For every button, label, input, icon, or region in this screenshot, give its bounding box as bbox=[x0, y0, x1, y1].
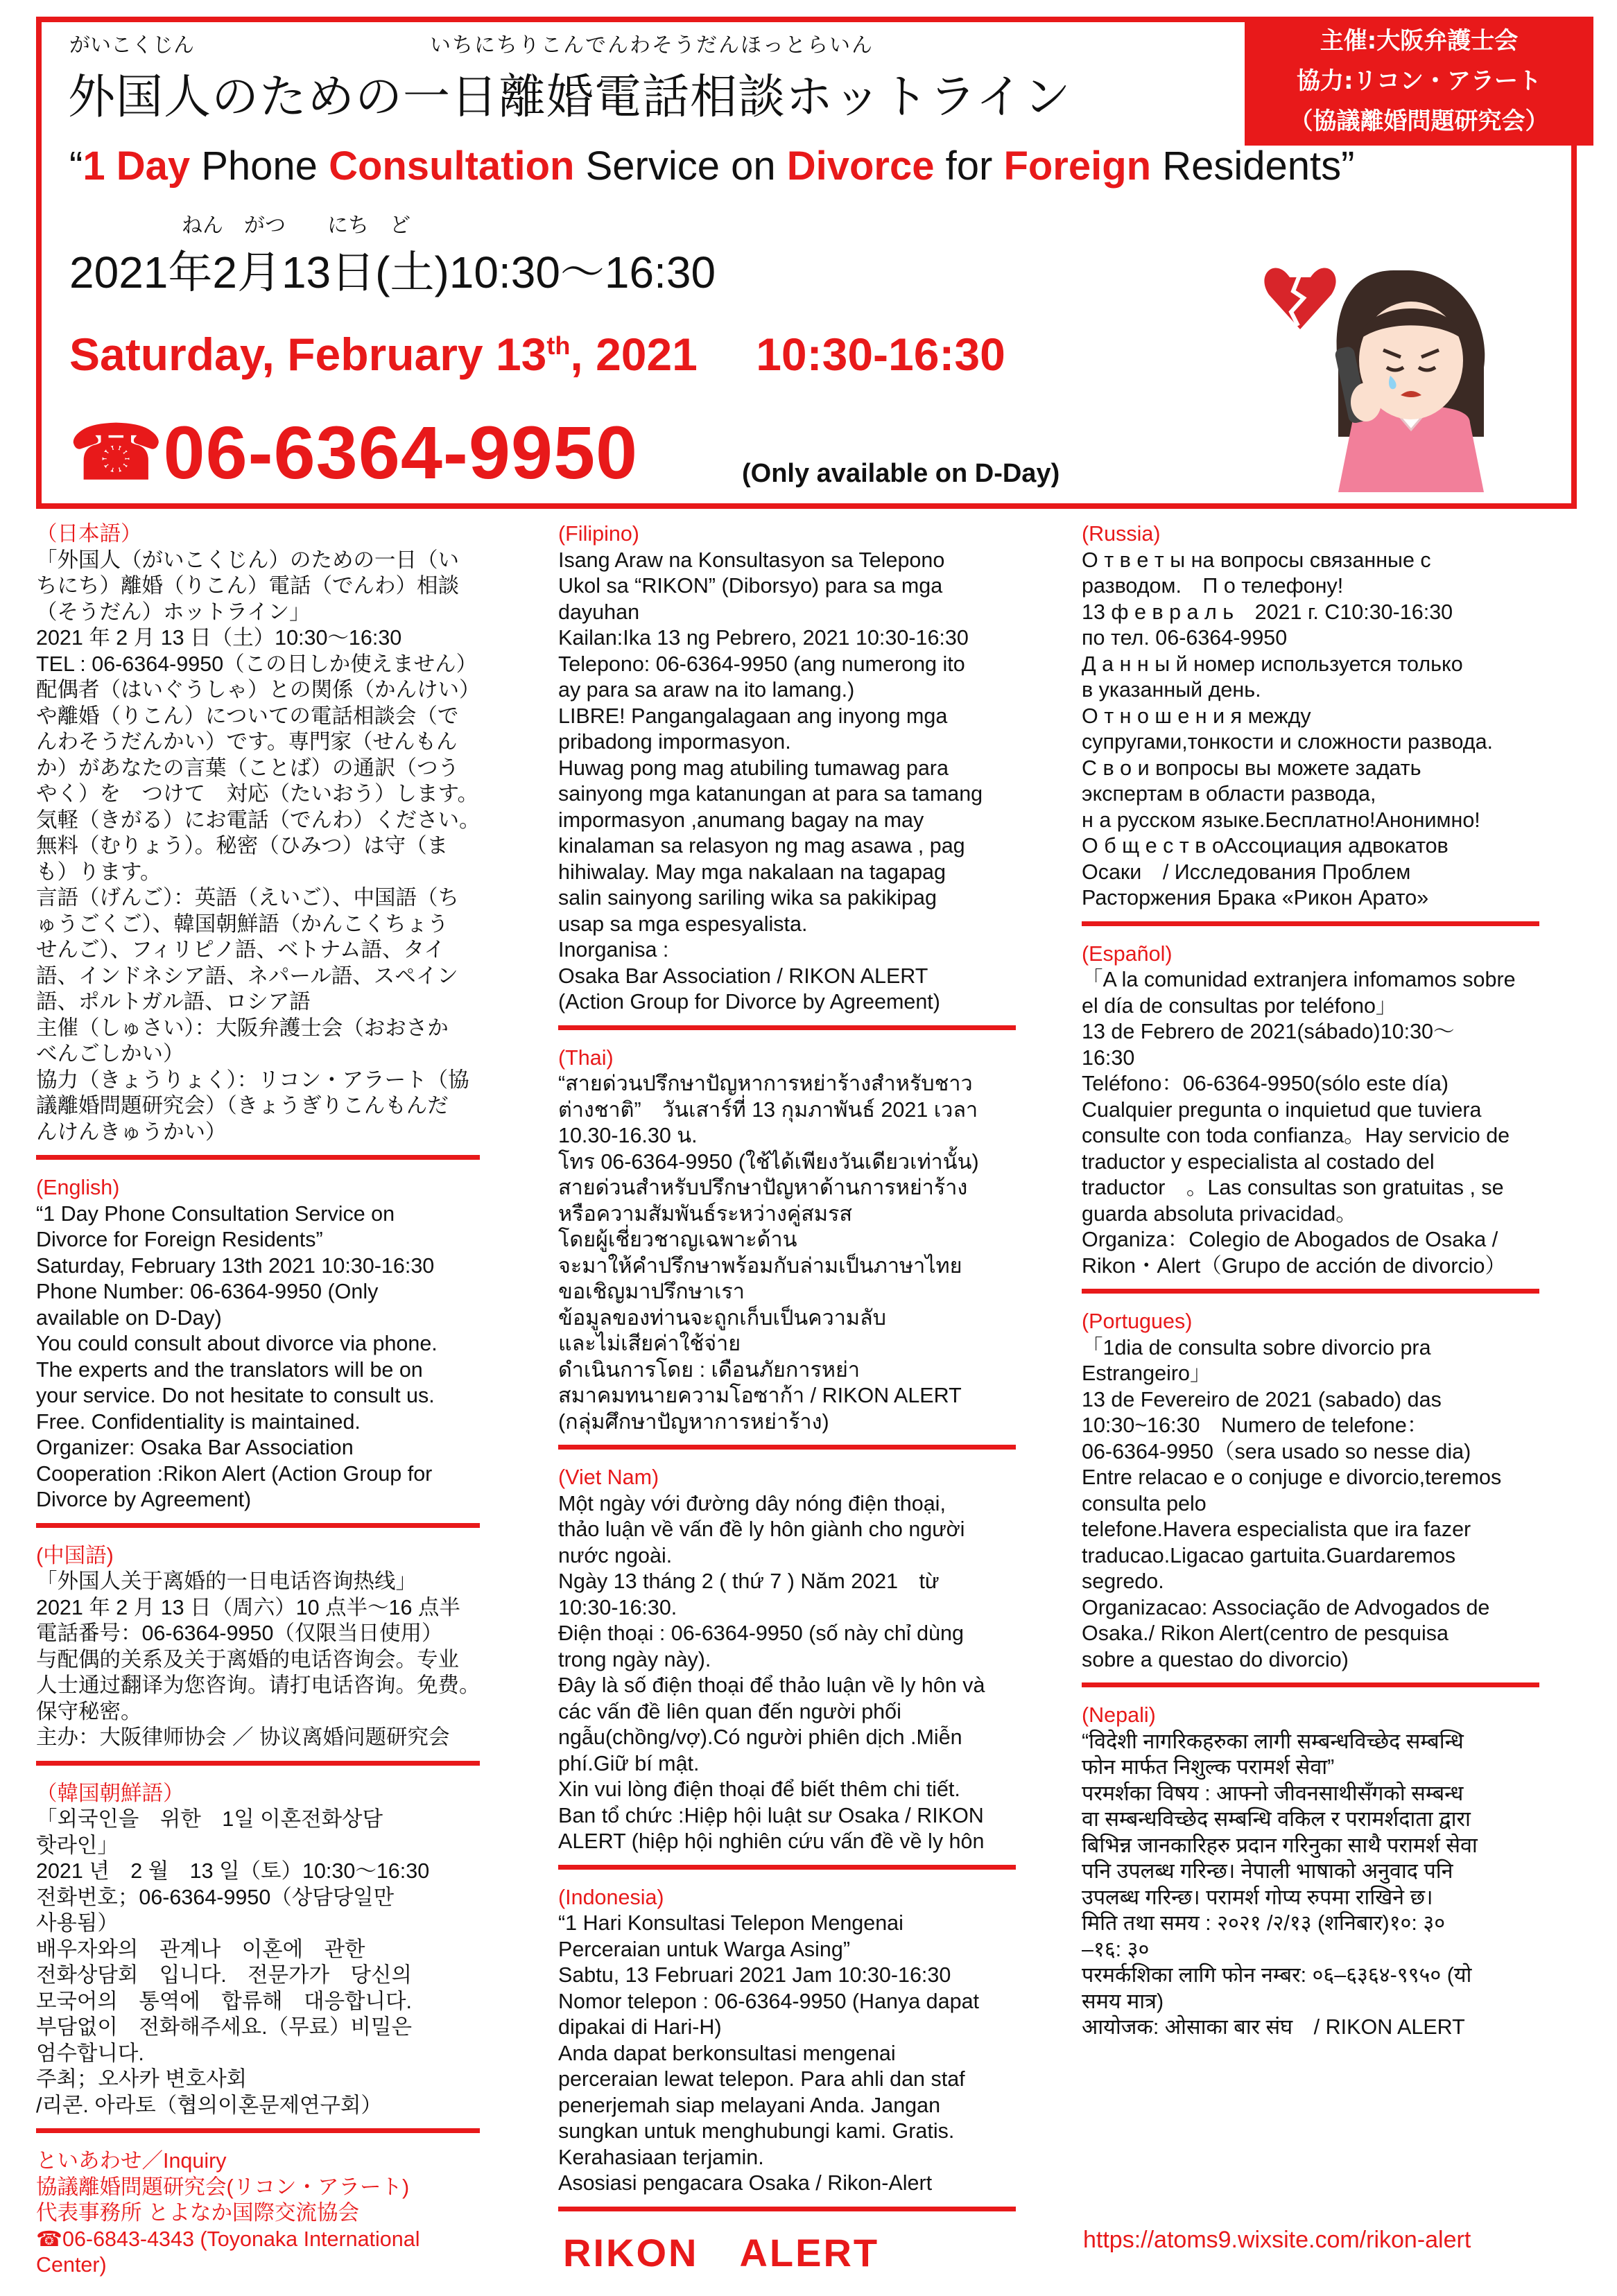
title-en-part: “ bbox=[69, 144, 83, 189]
broken-heart-icon bbox=[1264, 268, 1335, 329]
section-divider bbox=[558, 1865, 1016, 1870]
section-text-line: か）があなたの言葉（ことば）の通訳（つう bbox=[36, 756, 459, 780]
section-text-line: आयोजक: ओसाका बार संघ / RIKON ALERT bbox=[1082, 2015, 1465, 2039]
column-left bbox=[36, 521, 494, 2279]
section-text-line: 2021 年 2 月 13 日（周六）10 点半〜16 点半 bbox=[36, 1595, 460, 1619]
section-divider bbox=[36, 2128, 480, 2133]
language-section bbox=[1082, 941, 1553, 1280]
language-section bbox=[1082, 1309, 1553, 1673]
section-text-line: О б щ е с т в оАссоциация адвокатов bbox=[1082, 834, 1449, 858]
section-text-line: traductor 。Las consultas son gratuitas , se bbox=[1082, 1176, 1504, 1199]
section-text-line: และไม่เสียค่าใช้จ่าย bbox=[558, 1332, 741, 1355]
section-text-line: परमर्कशिका लागि फोन नम्बर: ०६–६३६४-९९५० (यो bbox=[1082, 1963, 1472, 1987]
sponsor-cooperation-group: （協議離婚問題研究会） bbox=[1289, 107, 1549, 135]
section-text-line: супругами,тонкости и сложности развода. bbox=[1082, 730, 1494, 754]
section-text-line: разводом. П о телефону! bbox=[1082, 574, 1344, 598]
section-text-line: 핫라인」 bbox=[36, 1833, 119, 1857]
section-divider bbox=[36, 1761, 480, 1766]
section-text-line: 「A la comunidad extranjera infomamos sobre bbox=[1082, 968, 1516, 991]
section-text-line: Isang Araw na Konsultasyon sa Telepono bbox=[558, 548, 945, 572]
section-text-line: 13 de Fevereiro de 2021 (sabado) das bbox=[1082, 1387, 1442, 1411]
date-en-sup: th bbox=[546, 331, 571, 360]
section-text-line: 배우자와의 관계나 이혼에 관한 bbox=[36, 1937, 365, 1961]
section-text-line: “สายด่วนปรึกษาปัญหาการหย่าร้างสำหรับชาว bbox=[558, 1072, 973, 1095]
language-heading: (Nepali) bbox=[1082, 1703, 1156, 1727]
section-text-line: The experts and the translators will be on bbox=[36, 1357, 423, 1382]
section-text-line: 부담없이 전화해주세요.（무료）비밀은 bbox=[36, 2015, 412, 2039]
inquiry-line: といあわせ／Inquiry bbox=[36, 2149, 227, 2173]
section-text-line: You could consult about divorce via phone. bbox=[36, 1332, 438, 1355]
language-heading: (Viet Nam) bbox=[558, 1466, 659, 1489]
language-section bbox=[558, 1045, 1023, 1436]
hotline-phone-number[interactable]: ☎06-6364-9950 bbox=[69, 410, 639, 494]
sponsor-box bbox=[1245, 17, 1593, 146]
title-en-part: Residents” bbox=[1151, 144, 1355, 189]
section-text-line: Divorce by Agreement) bbox=[36, 1488, 252, 1511]
section-text-line: LIBRE! Pangangalagaan ang inyong mga bbox=[558, 704, 948, 728]
section-text-line: 전화번호；06-6364-9950（상담당일만 bbox=[36, 1885, 395, 1909]
section-text-line: О т н о ш е н и я между bbox=[1082, 704, 1311, 728]
section-text-line: Sabtu, 13 Februari 2021 Jam 10:30-16:30 bbox=[558, 1963, 951, 1987]
section-text-line: 06-6364-9950（sera usado so nesse dia) bbox=[1082, 1439, 1471, 1463]
section-text-line: sainyong mga katanungan at para sa tamang bbox=[558, 782, 983, 806]
section-text-line: sobre a questao do divorcio) bbox=[1082, 1647, 1349, 1671]
section-text-line: segredo. bbox=[1082, 1569, 1164, 1593]
language-heading: (中国語) bbox=[36, 1543, 114, 1567]
section-text-line: Kailan:Ika 13 ng Pebrero, 2021 10:30-16:30 bbox=[558, 626, 969, 650]
section-text-line: perceraian lewat telepon. Para ahli dan staf bbox=[558, 2067, 965, 2091]
section-text-line: 「1dia de consulta sobre divorcio pra bbox=[1082, 1335, 1431, 1359]
language-heading: （韓国朝鮮語） bbox=[36, 1781, 184, 1805]
section-text-line: Cooperation :Rikon Alert (Action Group for bbox=[36, 1461, 433, 1486]
language-section bbox=[558, 1465, 1023, 1855]
section-text-line: TEL : 06-6364-9950（この日しか使えません） bbox=[36, 652, 478, 676]
language-section bbox=[36, 521, 494, 1145]
section-text-line: ข้อมูลของท่านจะถูกเก็บเป็นความลับ bbox=[558, 1305, 886, 1330]
section-text-line: Free. Confidentiality is maintained. bbox=[36, 1409, 361, 1434]
section-divider bbox=[36, 1523, 480, 1528]
section-text-line: せんご）、フィリピノ語、ベトナム語、タイ bbox=[36, 938, 445, 962]
language-section bbox=[36, 1781, 494, 2119]
section-text-line: Một ngày với đường dây nóng điện thoại, bbox=[558, 1491, 946, 1515]
section-text-line: Điện thoại : 06-6364-9950 (số này chỉ dùng bbox=[558, 1621, 964, 1645]
section-text-line: จะมาให้คำปรึกษาพร้อมกับล่ามเป็นภาษาไทย bbox=[558, 1253, 962, 1278]
section-text-line: पनि उपलब्ध गरिन्छ। नेपाली भाषाको अनुवाद पनि bbox=[1082, 1859, 1453, 1883]
title-ruby-rest: いちにちりこんでんわそうだんほっとらいん bbox=[430, 33, 874, 58]
section-text-line: 2021 년 2 월 13 일（토）10:30〜16:30 bbox=[36, 1859, 430, 1883]
section-text-line: Entre relacao e o conjuge e divorcio,teremos bbox=[1082, 1466, 1502, 1489]
section-divider bbox=[558, 1025, 1016, 1030]
section-text-line: โดยผู้เชี่ยวชาญเฉพาะด้าน bbox=[558, 1228, 797, 1251]
section-text-line: Kerahasiaan terjamin. bbox=[558, 2145, 764, 2169]
section-text-line: penerjemah siap melayani Anda. Jangan bbox=[558, 2093, 941, 2117]
section-text-line: Расторжения Брака «Рикон Арато» bbox=[1082, 886, 1429, 910]
section-text-line: んけんきゅうかい） bbox=[36, 1120, 227, 1144]
section-text-line: สายด่วนสำหรับปรึกษาปัญหาด้านการหย่าร้าง bbox=[558, 1176, 968, 1199]
section-text-line: dayuhan bbox=[558, 600, 640, 624]
section-text-line: экспертам в области развода, bbox=[1082, 782, 1376, 806]
section-text-line: 議離婚問題研究会）（きょうぎりこんもんだ bbox=[36, 1094, 449, 1117]
language-heading: (Portugues) bbox=[1082, 1310, 1193, 1333]
section-text-line: 人士通过翻译为您咨询。请打电话咨询。免费。 bbox=[36, 1673, 481, 1697]
language-heading: (Thai) bbox=[558, 1045, 614, 1070]
language-section bbox=[36, 1543, 494, 1751]
date-en-rest: , 2021 10:30-16:30 bbox=[570, 329, 1005, 380]
section-text-line: О т в е т ы на вопросы связанные с bbox=[1082, 548, 1431, 572]
section-text-line: 電話番号：06-6364-9950（仅限当日使用） bbox=[36, 1621, 443, 1645]
section-text-line: 사용됨） bbox=[36, 1911, 119, 1935]
section-text-line: ขอเชิญมาปรึกษาเรา bbox=[558, 1280, 745, 1303]
section-text-line: hihiwalay. May mga nakalaan na tagapag bbox=[558, 860, 946, 884]
section-text-line: 語、ポルトガル語、ロシア語 bbox=[36, 990, 311, 1014]
section-divider bbox=[558, 2207, 1016, 2211]
section-text-line: ay para sa araw na ito lamang.) bbox=[558, 678, 855, 702]
section-text-line: Osaka./ Rikon Alert(centro de pesquisa bbox=[1082, 1621, 1449, 1645]
section-text-line: С в о и вопросы вы можете задать bbox=[1082, 756, 1421, 780]
language-section bbox=[36, 1175, 494, 1513]
title-en-part: Service on bbox=[574, 144, 787, 189]
section-text-line: sungkan untuk menghubungi kami. Gratis. bbox=[558, 2119, 955, 2143]
section-text-line: べんごしかい） bbox=[36, 1042, 184, 1066]
section-text-line: 엄수합니다. bbox=[36, 2041, 144, 2065]
title-en-part: Phone bbox=[190, 144, 329, 189]
section-text-line: 与配偶的关系及关于离婚的电话咨询会。专业 bbox=[36, 1647, 459, 1671]
section-text-line: ALERT (hiệp hội nghiên cứu vấn đề về ly hôn bbox=[558, 1829, 985, 1853]
language-heading: (Filipino) bbox=[558, 522, 639, 546]
section-text-line: –१६: ३० bbox=[1082, 1937, 1150, 1961]
section-text-line: 10:30-16:30. bbox=[558, 1595, 677, 1619]
language-section bbox=[1082, 1703, 1553, 2041]
section-text-line: guarda absoluta privacidad。 bbox=[1082, 1201, 1357, 1226]
section-text-line: Ukol sa “RIKON” (Diborsyo) para sa mga bbox=[558, 574, 943, 598]
section-text-line: 主催（しゅさい）：大阪弁護士会（おおさか bbox=[36, 1016, 449, 1040]
section-text-line: traductor y especialista al costado del bbox=[1082, 1149, 1435, 1174]
language-heading: （日本語） bbox=[36, 522, 142, 546]
section-text-line: ngẫu(chồng/vợ).Có người phiên dịch .Miễn bbox=[558, 1725, 962, 1749]
title-en-highlight: 1 Day bbox=[83, 144, 191, 189]
section-text-line: в указанный день. bbox=[1082, 678, 1261, 702]
section-text-line: Anda dapat berkonsultasi mengenai bbox=[558, 2041, 896, 2065]
column-right bbox=[1082, 521, 1553, 2051]
date-en-main: Saturday, February 13 bbox=[69, 329, 547, 380]
section-text-line: 主办：大阪律师协会 ／ 协议离婚问题研究会 bbox=[36, 1725, 450, 1749]
title-en-highlight: Foreign bbox=[1003, 144, 1152, 189]
crying-woman-on-phone-illustration bbox=[1248, 256, 1553, 492]
section-text-line: available on D-Day) bbox=[36, 1305, 222, 1330]
section-text-line: Rikon・Alert（Grupo de acción de divorcio） bbox=[1082, 1253, 1506, 1278]
section-text-line: pribadong impormasyon. bbox=[558, 730, 791, 754]
section-text-line: बिभिन्न जानकारिहरु प्रदान गरिनुका साथै परामर्श सेवा bbox=[1082, 1833, 1478, 1857]
website-link[interactable]: https://atoms9.wixsite.com/rikon-alert bbox=[1083, 2227, 1471, 2253]
section-text-line: 13 ф е в р а л ь 2021 г. С10:30-16:30 bbox=[1082, 600, 1453, 624]
section-text-line: impormasyon ,anumang bagay na may bbox=[558, 808, 924, 832]
inquiry-line: 協議離婚問題研究会(リコン・アラート) bbox=[36, 2175, 410, 2199]
section-text-line: समय मात्र) bbox=[1082, 1989, 1164, 2013]
section-text-line: “विदेशी नागरिकहरुका लागी सम्बन्धविच्छेद सम्बन्धि bbox=[1082, 1729, 1464, 1753]
inquiry-block bbox=[36, 2148, 494, 2279]
section-text-line: や離婚（りこん）についての電話相談会（で bbox=[36, 704, 459, 728]
section-text-line: 協力（きょうりょく）：リコン・アラート（協 bbox=[36, 1068, 469, 1092]
language-section bbox=[1082, 521, 1553, 912]
section-text-line: 10:30~16:30 Numero de telefone： bbox=[1082, 1414, 1428, 1437]
section-text-line: परमर्शका विषय : आफ्नो जीवनसाथीसँगको सम्बन्ध bbox=[1082, 1781, 1464, 1805]
section-text-line: ちにち）離婚（りこん）電話（でんわ）相談 bbox=[36, 574, 459, 598]
section-text-line: やく）を つけて 対応（たいおう）します。 bbox=[36, 782, 479, 806]
section-text-line: （そうだん）ホットライン」 bbox=[36, 600, 311, 624]
title-japanese: 外国人のための一日離婚電話相談ホットライン bbox=[68, 70, 1071, 125]
section-text-line: ゅうごくご）、韓国朝鮮語（かんこくちょう bbox=[36, 912, 449, 936]
rikon-alert-logo-text: RIKON ALERT bbox=[563, 2231, 880, 2275]
section-text-line: も）ります。 bbox=[36, 860, 162, 884]
section-text-line: (Action Group for Divorce by Agreement) bbox=[558, 990, 940, 1014]
date-japanese: 2021年2月13日(土)10:30〜16:30 bbox=[69, 247, 716, 297]
section-text-line: “1 Hari Konsultasi Telepon Mengenai bbox=[558, 1911, 903, 1935]
section-divider bbox=[558, 1445, 1016, 1450]
section-text-line: 保守秘密。 bbox=[36, 1699, 142, 1723]
language-section bbox=[558, 1885, 1023, 2197]
section-text-line: dipakai di Hari-H) bbox=[558, 2015, 722, 2039]
section-text-line: Huwag pong mag atubiling tumawag para bbox=[558, 756, 949, 780]
section-text-line: Đây là số điện thoại để thảo luận về ly hôn và bbox=[558, 1673, 985, 1697]
date-ruby: ねん がつ にち ど bbox=[182, 214, 410, 238]
section-text-line: (กลุ่มศึกษาปัญหาการหย่าร้าง) bbox=[558, 1409, 829, 1434]
section-text-line: んわそうだんかい）です。専門家（せんもん bbox=[36, 730, 458, 754]
section-text-line: your service. Do not hesitate to consult us. bbox=[36, 1384, 435, 1407]
section-text-line: मिति तथा समय : २०२१ /२/१३ (शनिबार)१०: ३० bbox=[1082, 1911, 1446, 1935]
section-text-line: 10.30-16.30 น. bbox=[558, 1124, 698, 1147]
section-text-line: उपलब्ध गरिन्छ। परामर्श गोप्य रुपमा राखिने छ। bbox=[1082, 1885, 1433, 1909]
section-text-line: สมาคมทนายความโอซาก้า / RIKON ALERT bbox=[558, 1384, 962, 1407]
section-text-line: 「외국인을 위한 1일 이혼전화상담 bbox=[36, 1807, 383, 1831]
section-text-line: 주최；오사카 변호사회 bbox=[36, 2067, 248, 2091]
section-text-line: н а русском языке.Бесплатно!Анонимно! bbox=[1082, 808, 1480, 832]
section-text-line: Cualquier pregunta o inquietud que tuviera bbox=[1082, 1097, 1482, 1122]
section-text-line: หรือความสัมพันธ์ระหว่างคู่สมรส bbox=[558, 1201, 852, 1226]
section-text-line: phí.Giữ bí mật. bbox=[558, 1751, 700, 1775]
section-divider bbox=[36, 1155, 480, 1160]
only-on-day-note: (Only available on D-Day) bbox=[742, 459, 1060, 488]
section-text-line: consulte con toda confianza。Hay servicio de bbox=[1082, 1124, 1510, 1147]
section-text-line: Estrangeiro」 bbox=[1082, 1362, 1211, 1385]
section-text-line: Saturday, February 13th 2021 10:30-16:30 bbox=[36, 1253, 435, 1278]
section-text-line: 語、インドネシア語、ネパール語、スペイン bbox=[36, 964, 458, 988]
section-text-line: 気軽（きがる）にお電話（でんわ）ください。 bbox=[36, 808, 481, 832]
section-divider bbox=[1082, 1289, 1539, 1294]
section-text-line: el día de consultas por teléfono」 bbox=[1082, 993, 1397, 1018]
section-text-line: 16:30 bbox=[1082, 1045, 1135, 1070]
language-heading: (Russia) bbox=[1082, 522, 1161, 546]
section-text-line: traducao.Ligacao gartuita.Guardaremos bbox=[1082, 1543, 1456, 1567]
date-english bbox=[69, 318, 1005, 383]
language-heading: (English) bbox=[36, 1176, 120, 1199]
section-text-line: 모국어의 통역에 합류해 대응합니다. bbox=[36, 1989, 412, 2013]
section-text-line: trong ngày này). bbox=[558, 1647, 711, 1671]
section-text-line: 「外国人关于离婚的一日电话咨询热线」 bbox=[36, 1569, 417, 1593]
title-ruby-gaikokujin: がいこくじん bbox=[69, 33, 194, 58]
section-text-line: ต่างชาติ” วันเสาร์ที่ 13 กุมภาพันธ์ 2021 เวลา bbox=[558, 1097, 978, 1122]
title-en-highlight: Consultation bbox=[329, 144, 575, 189]
section-text-line: 전화상담회 입니다. 전문가가 당신의 bbox=[36, 1963, 412, 1987]
section-text-line: 無料（むりょう）。秘密（ひみつ）は守（ま bbox=[36, 834, 449, 858]
section-text-line: Осаки / Исследования Проблем bbox=[1082, 860, 1411, 884]
section-text-line: 「外国人（がいこくじん）のための一日（い bbox=[36, 548, 459, 572]
section-text-line: kinalaman sa relasyon ng mag asawa , pag bbox=[558, 834, 965, 858]
section-text-line: Organiza：Colegio de Abogados de Osaka / bbox=[1082, 1228, 1498, 1251]
section-text-line: ดำเนินการโดย : เดือนภัยการหย่า bbox=[558, 1357, 860, 1382]
section-text-line: 2021 年 2 月 13 日（土）10:30〜16:30 bbox=[36, 626, 402, 650]
section-text-line: salin sainyong sariling wika sa pakikipag bbox=[558, 886, 937, 910]
section-text-line: 13 de Febrero de 2021(sábado)10:30〜 bbox=[1082, 1020, 1455, 1043]
language-heading: (Español) bbox=[1082, 941, 1173, 966]
section-text-line: по тел. 06-6364-9950 bbox=[1082, 626, 1288, 650]
section-text-line: Inorganisa : bbox=[558, 938, 669, 962]
section-divider bbox=[1082, 1682, 1539, 1687]
section-text-line: Perceraian untuk Warga Asing” bbox=[558, 1937, 850, 1961]
section-text-line: nước ngoài. bbox=[558, 1543, 673, 1567]
section-text-line: Phone Number: 06-6364-9950 (Only bbox=[36, 1280, 379, 1303]
section-text-line: consulta pelo bbox=[1082, 1491, 1207, 1515]
title-english bbox=[69, 143, 1354, 189]
section-text-line: Asosiasi pengacara Osaka / Rikon-Alert bbox=[558, 2171, 933, 2195]
section-text-line: usap sa mga espesyalista. bbox=[558, 912, 808, 936]
section-text-line: /리콘. 아라토（협의이혼문제연구회） bbox=[36, 2093, 382, 2117]
section-divider bbox=[1082, 921, 1539, 926]
section-text-line: Divorce for Foreign Residents” bbox=[36, 1228, 323, 1251]
section-text-line: thảo luận về vấn đề ly hôn giành cho người bbox=[558, 1517, 965, 1541]
language-section bbox=[558, 521, 1023, 1016]
section-text-line: Organizacao: Associação de Advogados de bbox=[1082, 1595, 1490, 1619]
section-text-line: Ngày 13 tháng 2 ( thứ 7 ) Năm 2021 từ bbox=[558, 1569, 940, 1593]
inquiry-line: 代表事務所 とよなか国際交流協会 bbox=[36, 2201, 359, 2225]
section-text-line: Telepono: 06-6364-9950 (ang numerong ito bbox=[558, 652, 965, 676]
section-text-line: 配偶者（はいぐうしゃ）との関係（かんけい） bbox=[36, 678, 481, 702]
section-text-line: Organizer: Osaka Bar Association bbox=[36, 1436, 354, 1459]
section-text-line: Osaka Bar Association / RIKON ALERT bbox=[558, 964, 928, 988]
section-text-line: Ban tổ chức :Hiệp hội luật sư Osaka / RIKON bbox=[558, 1803, 984, 1827]
sponsor-cooperation: 協力:リコン・アラート bbox=[1297, 67, 1541, 95]
sponsor-organizer: 主催:大阪弁護士会 bbox=[1320, 27, 1519, 55]
language-heading: (Indonesia) bbox=[558, 1885, 664, 1909]
section-text-line: 言語（げんご）：英語（えいご）、中国語（ち bbox=[36, 886, 459, 910]
section-text-line: Teléfono：06-6364-9950(sólo este día) bbox=[1082, 1072, 1449, 1095]
inquiry-line[interactable]: ☎06-6843-4343 (Toyonaka International Center) bbox=[36, 2227, 420, 2277]
column-middle bbox=[558, 521, 1023, 2227]
section-text-line: telefone.Havera especialista que ira fazer bbox=[1082, 1517, 1471, 1541]
section-text-line: các vấn đề liên quan đến người phối bbox=[558, 1699, 901, 1723]
section-text-line: Nomor telepon : 06-6364-9950 (Hanya dapat bbox=[558, 1989, 980, 2013]
section-text-line: Д а н н ы й номер используется только bbox=[1082, 652, 1463, 676]
title-en-part: for bbox=[934, 144, 1004, 189]
section-text-line: वा सम्बन्धविच्छेद सम्बन्धि वकिल र परामर्शदाता द्वारा bbox=[1082, 1807, 1471, 1831]
section-text-line: Xin vui lòng điện thoại để biết thêm chi tiết. bbox=[558, 1777, 960, 1801]
section-text-line: โทร 06-6364-9950 (ใช้ได้เพียงวันเดียวเท่านั้น) bbox=[558, 1149, 979, 1174]
section-text-line: फोन मार्फत निशुल्क परामर्श सेवा” bbox=[1082, 1755, 1335, 1779]
title-en-highlight: Divorce bbox=[786, 144, 935, 189]
section-text-line: “1 Day Phone Consultation Service on bbox=[36, 1201, 395, 1226]
